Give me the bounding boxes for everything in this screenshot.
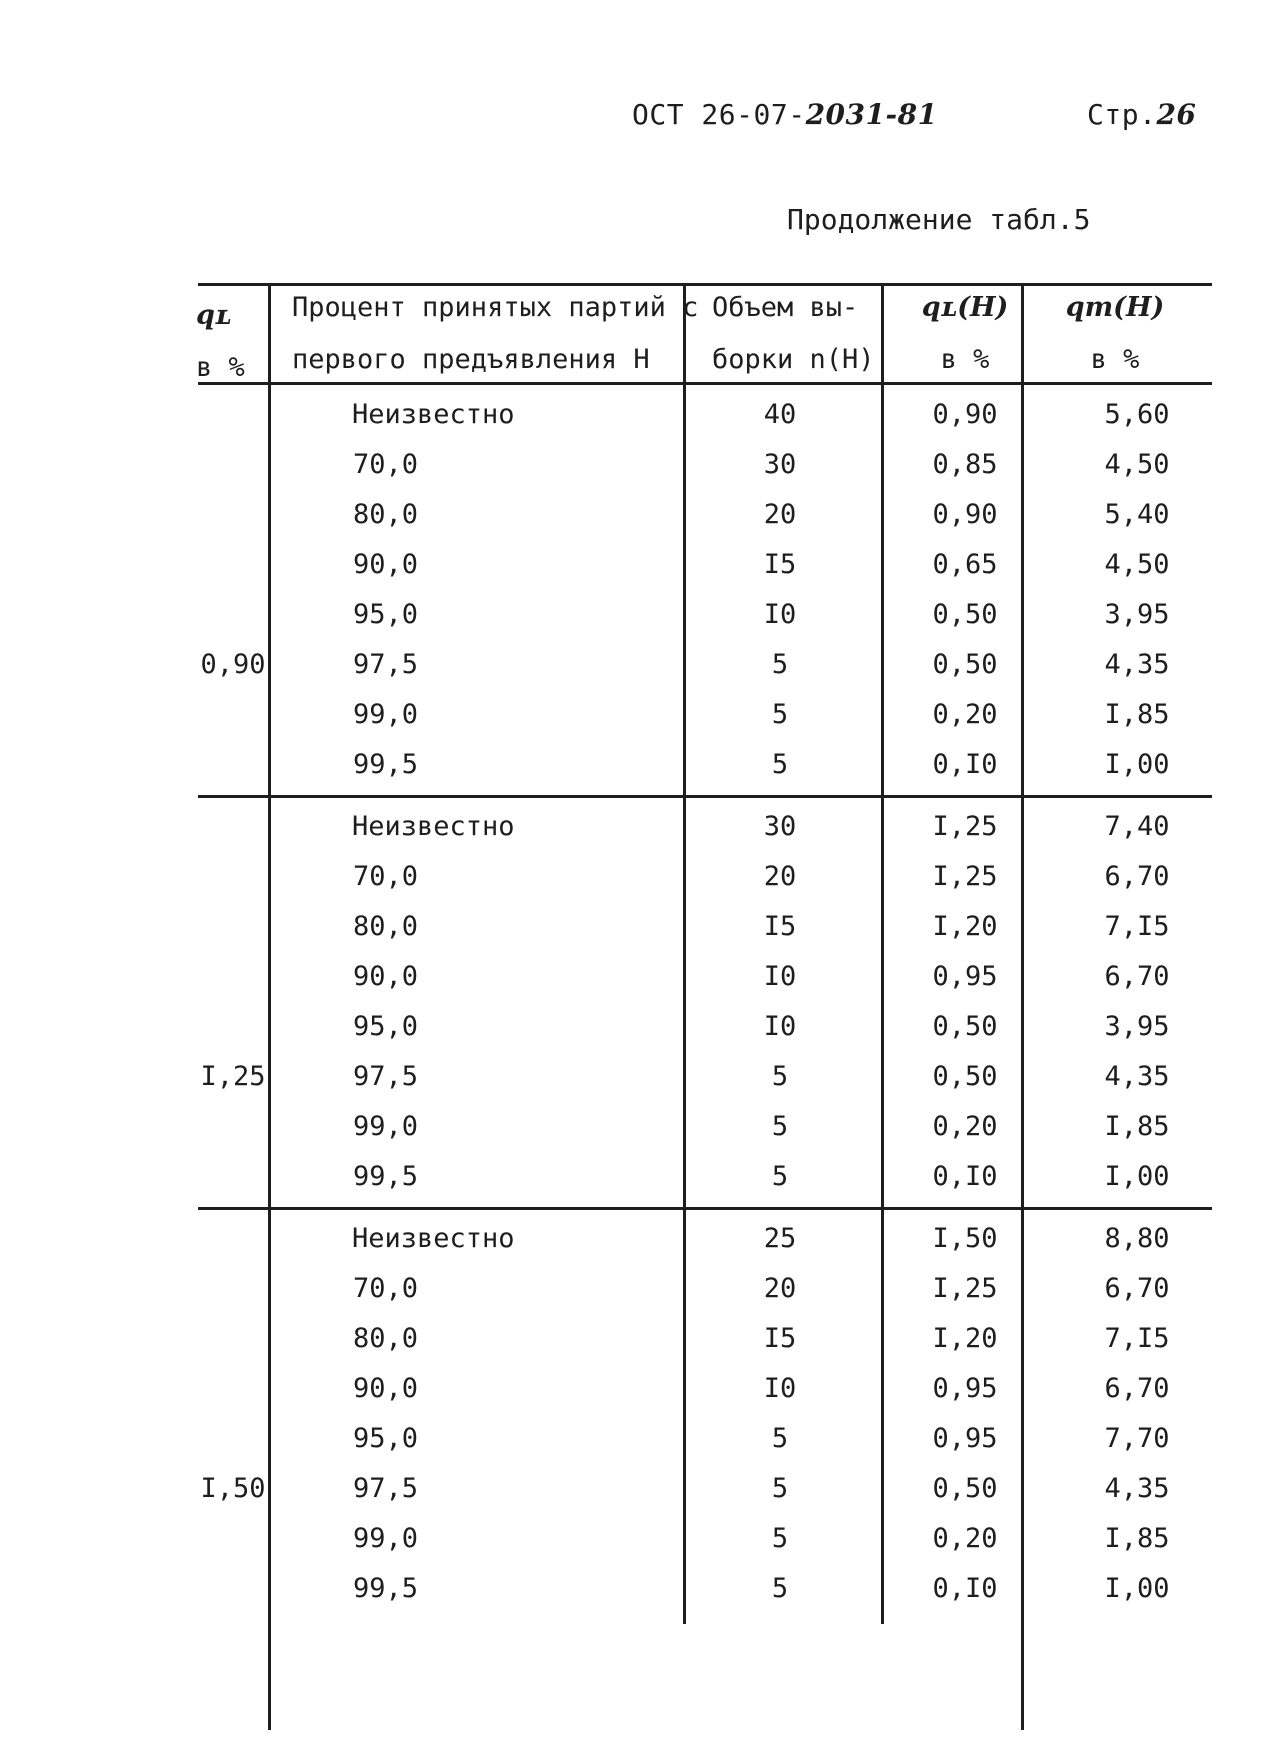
qm-h-cell: 4,35 <box>1104 649 1170 680</box>
ql-h-cell: 0,I0 <box>932 1161 998 1192</box>
sample-size-cell: 5 <box>771 699 789 730</box>
ql-h-cell: 0,90 <box>932 399 998 430</box>
sample-size-cell: 5 <box>771 1523 789 1554</box>
ql-h-cell: 0,50 <box>932 1011 998 1042</box>
header-sample-size <box>712 282 875 386</box>
sample-size-cell: I5 <box>763 1323 797 1354</box>
sample-size-cell: 5 <box>771 1061 789 1092</box>
table-continuation-label: Продолжение табл.5 <box>787 203 1091 236</box>
sample-size-cell: 30 <box>763 449 797 480</box>
percent-accepted-cell: 99,0 <box>353 699 419 730</box>
ql-h-cell: 0,50 <box>932 599 998 630</box>
ql-h-cell: 0,20 <box>932 1523 998 1554</box>
qm-h-cell: I,85 <box>1104 699 1170 730</box>
ql-h-cell: 0,50 <box>932 649 998 680</box>
header-ql <box>196 290 266 394</box>
ql-h-cell: 0,65 <box>932 549 998 580</box>
percent-accepted-cell: 95,0 <box>353 1423 419 1454</box>
header-ql-symbol: qʟ <box>196 300 232 331</box>
ql-h-cell: I,50 <box>932 1223 998 1254</box>
sample-size-cell: I0 <box>763 961 797 992</box>
group-ql-value: I,25 <box>200 1061 266 1092</box>
percent-accepted-cell: 90,0 <box>353 961 419 992</box>
qm-h-cell: 4,50 <box>1104 549 1170 580</box>
ql-h-cell: I,25 <box>932 861 998 892</box>
ql-h-cell: 0,50 <box>932 1473 998 1504</box>
qm-h-cell: 4,35 <box>1104 1061 1170 1092</box>
percent-accepted-cell: 70,0 <box>353 449 419 480</box>
header-qm-h-symbol: qm(H) <box>1065 292 1165 323</box>
percent-accepted-cell: 97,5 <box>353 1473 419 1504</box>
ql-h-cell: 0,95 <box>932 961 998 992</box>
header-ql-h-unit: в % <box>940 344 990 375</box>
header-ql-h-symbol: qʟ(H) <box>921 292 1009 323</box>
percent-accepted-cell: Неизвестно <box>352 1223 515 1254</box>
sample-size-cell: 5 <box>771 1111 789 1142</box>
header-ql-unit: в % <box>196 352 245 383</box>
sample-size-cell: I0 <box>763 1011 797 1042</box>
ql-h-cell: 0,85 <box>932 449 998 480</box>
sample-size-cell: 25 <box>763 1223 797 1254</box>
percent-accepted-cell: 90,0 <box>353 549 419 580</box>
qm-h-cell: 5,40 <box>1104 499 1170 530</box>
sample-size-cell: 5 <box>771 1161 789 1192</box>
sample-size-cell: 5 <box>771 1473 789 1504</box>
percent-accepted-cell: 99,5 <box>353 1161 419 1192</box>
qm-h-cell: 5,60 <box>1104 399 1170 430</box>
document-code-handwritten: 2031-81 <box>805 98 938 131</box>
qm-h-cell: I,00 <box>1104 749 1170 780</box>
qm-h-cell: 4,50 <box>1104 449 1170 480</box>
percent-accepted-cell: 80,0 <box>353 499 419 530</box>
qm-h-cell: 4,35 <box>1104 1473 1170 1504</box>
column-divider-3 <box>881 285 884 1624</box>
sample-size-cell: I0 <box>763 1373 797 1404</box>
percent-accepted-cell: Неизвестно <box>352 811 515 842</box>
ql-h-cell: 0,I0 <box>932 749 998 780</box>
header-sample-size-line1: Объем вы- <box>712 292 859 323</box>
ql-h-cell: I,25 <box>932 1273 998 1304</box>
group-divider-2 <box>198 1207 1212 1210</box>
ql-h-cell: I,20 <box>932 1323 998 1354</box>
qm-h-cell: 7,40 <box>1104 811 1170 842</box>
ql-h-cell: 0,90 <box>932 499 998 530</box>
qm-h-cell: 6,70 <box>1104 1373 1170 1404</box>
qm-h-cell: 7,70 <box>1104 1423 1170 1454</box>
header-percent-accepted-line2: первого предъявления H <box>292 344 650 375</box>
ql-h-cell: 0,I0 <box>932 1573 998 1604</box>
percent-accepted-cell: 90,0 <box>353 1373 419 1404</box>
document-code <box>632 98 938 131</box>
ql-h-cell: I,20 <box>932 911 998 942</box>
header-qm-h-unit: в % <box>1090 344 1140 375</box>
qm-h-cell: 6,70 <box>1104 1273 1170 1304</box>
page-label: Стр. <box>1087 98 1157 131</box>
qm-h-cell: 3,95 <box>1104 1011 1170 1042</box>
header-ql-h <box>900 282 1030 386</box>
ql-h-cell: 0,95 <box>932 1423 998 1454</box>
column-divider-2 <box>683 285 686 1624</box>
sample-size-cell: 40 <box>763 399 797 430</box>
qm-h-cell: 6,70 <box>1104 861 1170 892</box>
percent-accepted-cell: 97,5 <box>353 649 419 680</box>
qm-h-cell: I,85 <box>1104 1111 1170 1142</box>
ql-h-cell: 0,20 <box>932 699 998 730</box>
page-number-handwritten: 26 <box>1156 98 1197 131</box>
sample-size-cell: I5 <box>763 549 797 580</box>
sample-size-cell: 30 <box>763 811 797 842</box>
ql-h-cell: 0,95 <box>932 1373 998 1404</box>
qm-h-cell: I,00 <box>1104 1161 1170 1192</box>
percent-accepted-cell: 80,0 <box>353 911 419 942</box>
document-code-prefix: ОСТ 26-07- <box>632 98 806 131</box>
percent-accepted-cell: 70,0 <box>353 1273 419 1304</box>
header-sample-size-line2: борки n(H) <box>712 344 875 375</box>
ql-h-cell: I,25 <box>932 811 998 842</box>
header-percent-accepted <box>292 282 698 386</box>
percent-accepted-cell: 99,5 <box>353 749 419 780</box>
qm-h-cell: 7,I5 <box>1104 1323 1170 1354</box>
percent-accepted-cell: 99,5 <box>353 1573 419 1604</box>
percent-accepted-cell: 80,0 <box>353 1323 419 1354</box>
qm-h-cell: 7,I5 <box>1104 911 1170 942</box>
qm-h-cell: 6,70 <box>1104 961 1170 992</box>
sample-size-cell: 5 <box>771 1573 789 1604</box>
qm-h-cell: 3,95 <box>1104 599 1170 630</box>
qm-h-cell: I,85 <box>1104 1523 1170 1554</box>
group-ql-value: 0,90 <box>200 649 266 680</box>
percent-accepted-cell: 99,0 <box>353 1523 419 1554</box>
percent-accepted-cell: Неизвестно <box>352 399 515 430</box>
sample-size-cell: I5 <box>763 911 797 942</box>
qm-h-cell: 8,80 <box>1104 1223 1170 1254</box>
header-percent-accepted-line1: Процент принятых партий с <box>292 292 699 323</box>
percent-accepted-cell: 95,0 <box>353 1011 419 1042</box>
ql-h-cell: 0,50 <box>932 1061 998 1092</box>
sample-size-cell: 5 <box>771 1423 789 1454</box>
ql-h-cell: 0,20 <box>932 1111 998 1142</box>
header-qm-h <box>1045 282 1185 386</box>
group-ql-value: I,50 <box>200 1473 266 1504</box>
percent-accepted-cell: 70,0 <box>353 861 419 892</box>
qm-h-cell: I,00 <box>1104 1573 1170 1604</box>
sample-size-cell: 20 <box>763 1273 797 1304</box>
column-divider-1 <box>268 285 271 1730</box>
page-number <box>1087 98 1196 131</box>
sample-size-cell: 20 <box>763 499 797 530</box>
group-divider-1 <box>198 795 1212 798</box>
sample-size-cell: I0 <box>763 599 797 630</box>
sample-size-cell: 5 <box>771 649 789 680</box>
sample-size-cell: 20 <box>763 861 797 892</box>
sample-size-cell: 5 <box>771 749 789 780</box>
percent-accepted-cell: 95,0 <box>353 599 419 630</box>
percent-accepted-cell: 99,0 <box>353 1111 419 1142</box>
percent-accepted-cell: 97,5 <box>353 1061 419 1092</box>
